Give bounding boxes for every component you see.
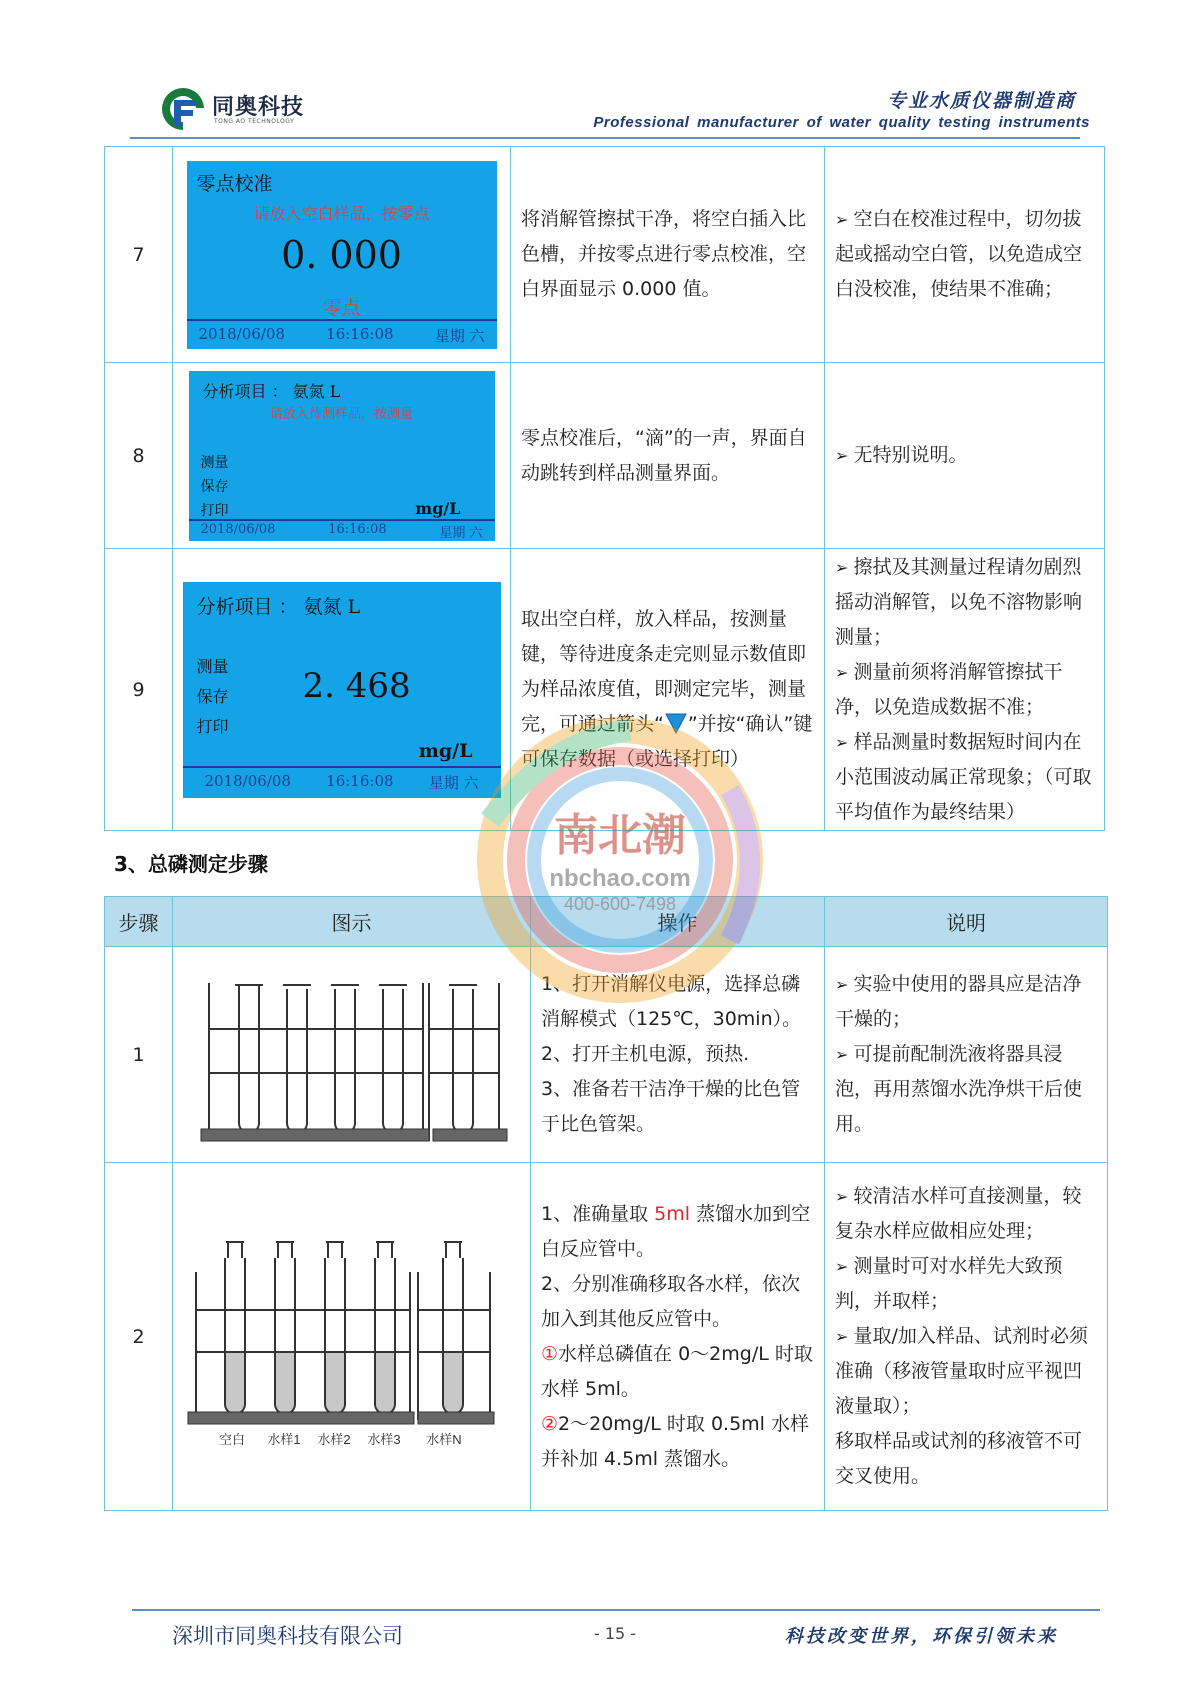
screen-menu — [197, 652, 229, 742]
operation-cell — [531, 947, 825, 1163]
screen-label: 零点 — [322, 296, 361, 319]
note-cell — [825, 1163, 1108, 1511]
screen-timestamp: 2018/06/08 16:16:08 星期 六 — [198, 324, 485, 345]
note-item: ➢ 测量前须将消解管擦拭干净，以免造成数据不准； — [835, 655, 1094, 725]
operation-line: 2、打开主机电源，预热. — [541, 1043, 750, 1065]
note-item: ➢ 可提前配制洗液将器具浸泡，再用蒸馏水洗净烘干后使用。 — [835, 1037, 1097, 1142]
header-divider — [130, 137, 1080, 139]
note-item: ➢ 实验中使用的器具应是洁净干燥的； — [835, 967, 1097, 1037]
screen-timestamp: 2018/06/08 16:16:08 星期 六 — [204, 771, 479, 792]
operation-line: 2、分别准确移取各水样，依次加入到其他反应管中。 — [541, 1272, 801, 1330]
operation-line: 1、准确量取 5ml 蒸馏水加到空白反应管中。 — [541, 1202, 811, 1260]
table-header-row — [105, 897, 1108, 947]
logo-subtitle: TONG AO TECHNOLOGY — [214, 118, 295, 125]
watermark-url: nbchao.com — [549, 865, 691, 892]
screen-cell — [173, 147, 511, 363]
header-operation: 操作 — [531, 897, 825, 947]
operation-line: 1、打开消解仪电源，选择总磷消解模式（125℃，30min）。 — [541, 973, 802, 1030]
lcd-zero-calibration — [187, 161, 497, 349]
table-row — [105, 947, 1108, 1163]
screen-unit: mg/L — [418, 739, 473, 762]
lcd-measurement-result — [183, 582, 501, 798]
table-row — [105, 549, 1105, 831]
watermark-phone: 400-600-7498 — [563, 894, 677, 914]
operation-line: ②2～20mg/L 时取 0.5ml 水样并补加 4.5ml 蒸馏水。 — [541, 1412, 809, 1470]
note-item: 移取样品或试剂的移液管不可交叉使用。 — [835, 1430, 1083, 1487]
screen-cell — [173, 363, 511, 549]
tube-label: 水样N — [425, 1431, 462, 1447]
screen-prompt: 请放入空白样品，按零点 — [253, 203, 430, 223]
tube-rack-samples-diagram — [182, 1222, 522, 1452]
screen-unit: mg/L — [415, 498, 461, 518]
watermark-cn: 南北潮 — [554, 810, 686, 861]
table-row — [105, 1163, 1108, 1511]
screen-prompt: 请放入待测样品，按测量 — [269, 406, 413, 422]
diagram-cell — [173, 1163, 531, 1511]
note-item: ➢ 无特别说明。 — [835, 438, 1094, 473]
screen-timestamp: 2018/06/08 16:16:08 星期 六 — [200, 521, 483, 541]
operation-line: ①水样总磷值在 0～2mg/L 时取水样 5ml。 — [541, 1342, 813, 1400]
header-notes: 说明 — [825, 897, 1108, 947]
header-diagram: 图示 — [173, 897, 531, 947]
note-item: ➢ 较清洁水样可直接测量，较复杂水样应做相应处理； — [835, 1179, 1097, 1249]
screen-value: 2. 468 — [302, 665, 411, 706]
page-number: - 15 - — [594, 1624, 637, 1643]
footer-company: 深圳市同奥科技有限公司 — [172, 1624, 403, 1648]
step-number: 9 — [105, 549, 173, 831]
table-row — [105, 147, 1105, 363]
company-logo — [160, 86, 360, 130]
operation-line: 3、准备若干洁净干燥的比色管于比色管架。 — [541, 1078, 801, 1135]
screen-cell — [173, 549, 511, 831]
menu-print: 打印 — [196, 716, 229, 736]
screen-title: 分析项目 ： 氨氮 L — [202, 381, 341, 401]
note-item: ➢ 测量时可对水样先大致预判，并取样； — [835, 1249, 1097, 1319]
operation-text: 零点校准后，“滴”的一声，界面自动跳转到样品测量界面。 — [511, 363, 825, 549]
note-item: ➢ 空白在校准过程中，切勿拔起或摇动空白管，以免造成空白没校准，使结果不准确； — [835, 202, 1094, 307]
step-number: 8 — [105, 363, 173, 549]
note-item: ➢ 量取/加入样品、试剂时必须准确（移液管量取时应平视凹液量取）； — [835, 1319, 1097, 1424]
tagline-cn: 专业水质仪器制造商 — [886, 90, 1076, 112]
step-number: 1 — [105, 947, 173, 1163]
screen-title: 分析项目 ： 氨氮 L — [196, 595, 361, 618]
screen-title: 零点校准 — [196, 172, 273, 195]
screen-value: 0. 000 — [281, 232, 402, 277]
step-number: 2 — [105, 1163, 173, 1511]
operation-cell — [531, 1163, 825, 1511]
phosphorus-steps-table — [104, 896, 1108, 1511]
menu-print: 打印 — [200, 502, 229, 519]
menu-measure: 测量 — [196, 656, 229, 676]
lcd-sample-ready — [189, 371, 495, 541]
menu-save: 保存 — [196, 686, 229, 706]
note-cell — [825, 147, 1105, 363]
operation-text: 取出空白样，放入样品，按测量键，等待进度条走完则显示数值即为样品浓度值，即测定完毕，测量完，可通过箭头“ ”并按“确认”键可保存数据（或选择打印） — [511, 549, 825, 831]
tagline-en: Professional manufacturer of water quality testing instruments — [593, 114, 1090, 131]
step-number: 7 — [105, 147, 173, 363]
logo-name: 同奥科技 — [212, 95, 305, 120]
menu-save: 保存 — [200, 478, 229, 495]
note-item: ➢ 样品测量时数据短时间内在小范围波动属正常现象；（可取平均值作为最终结果） — [835, 725, 1094, 830]
tube-label: 水样3 — [366, 1431, 401, 1447]
section-title: 3、总磷测定步骤 — [114, 852, 268, 876]
footer-divider — [132, 1609, 1100, 1611]
note-cell — [825, 363, 1105, 549]
tube-label: 空白 — [218, 1431, 245, 1447]
table-row — [105, 363, 1105, 549]
note-cell — [825, 947, 1108, 1163]
logo-icon — [160, 86, 206, 130]
ammonia-steps-table — [104, 146, 1105, 831]
menu-measure: 测量 — [200, 454, 229, 471]
header-step: 步骤 — [105, 897, 173, 947]
down-arrow-icon — [664, 711, 688, 735]
screen-menu — [201, 451, 229, 523]
operation-text: 将消解管擦拭干净，将空白插入比色槽，并按零点进行零点校准，空白界面显示 0.000 值。 — [511, 147, 825, 363]
tube-label: 水样2 — [316, 1431, 351, 1447]
note-cell — [825, 549, 1105, 831]
note-item: ➢ 擦拭及其测量过程请勿剧烈摇动消解管，以免不溶物影响测量； — [835, 550, 1094, 655]
footer-slogan: 科技改变世界，环保引领未来 — [785, 1626, 1058, 1647]
tube-label: 水样1 — [266, 1431, 301, 1447]
diagram-cell — [173, 947, 531, 1163]
tube-rack-empty-diagram — [187, 963, 517, 1147]
